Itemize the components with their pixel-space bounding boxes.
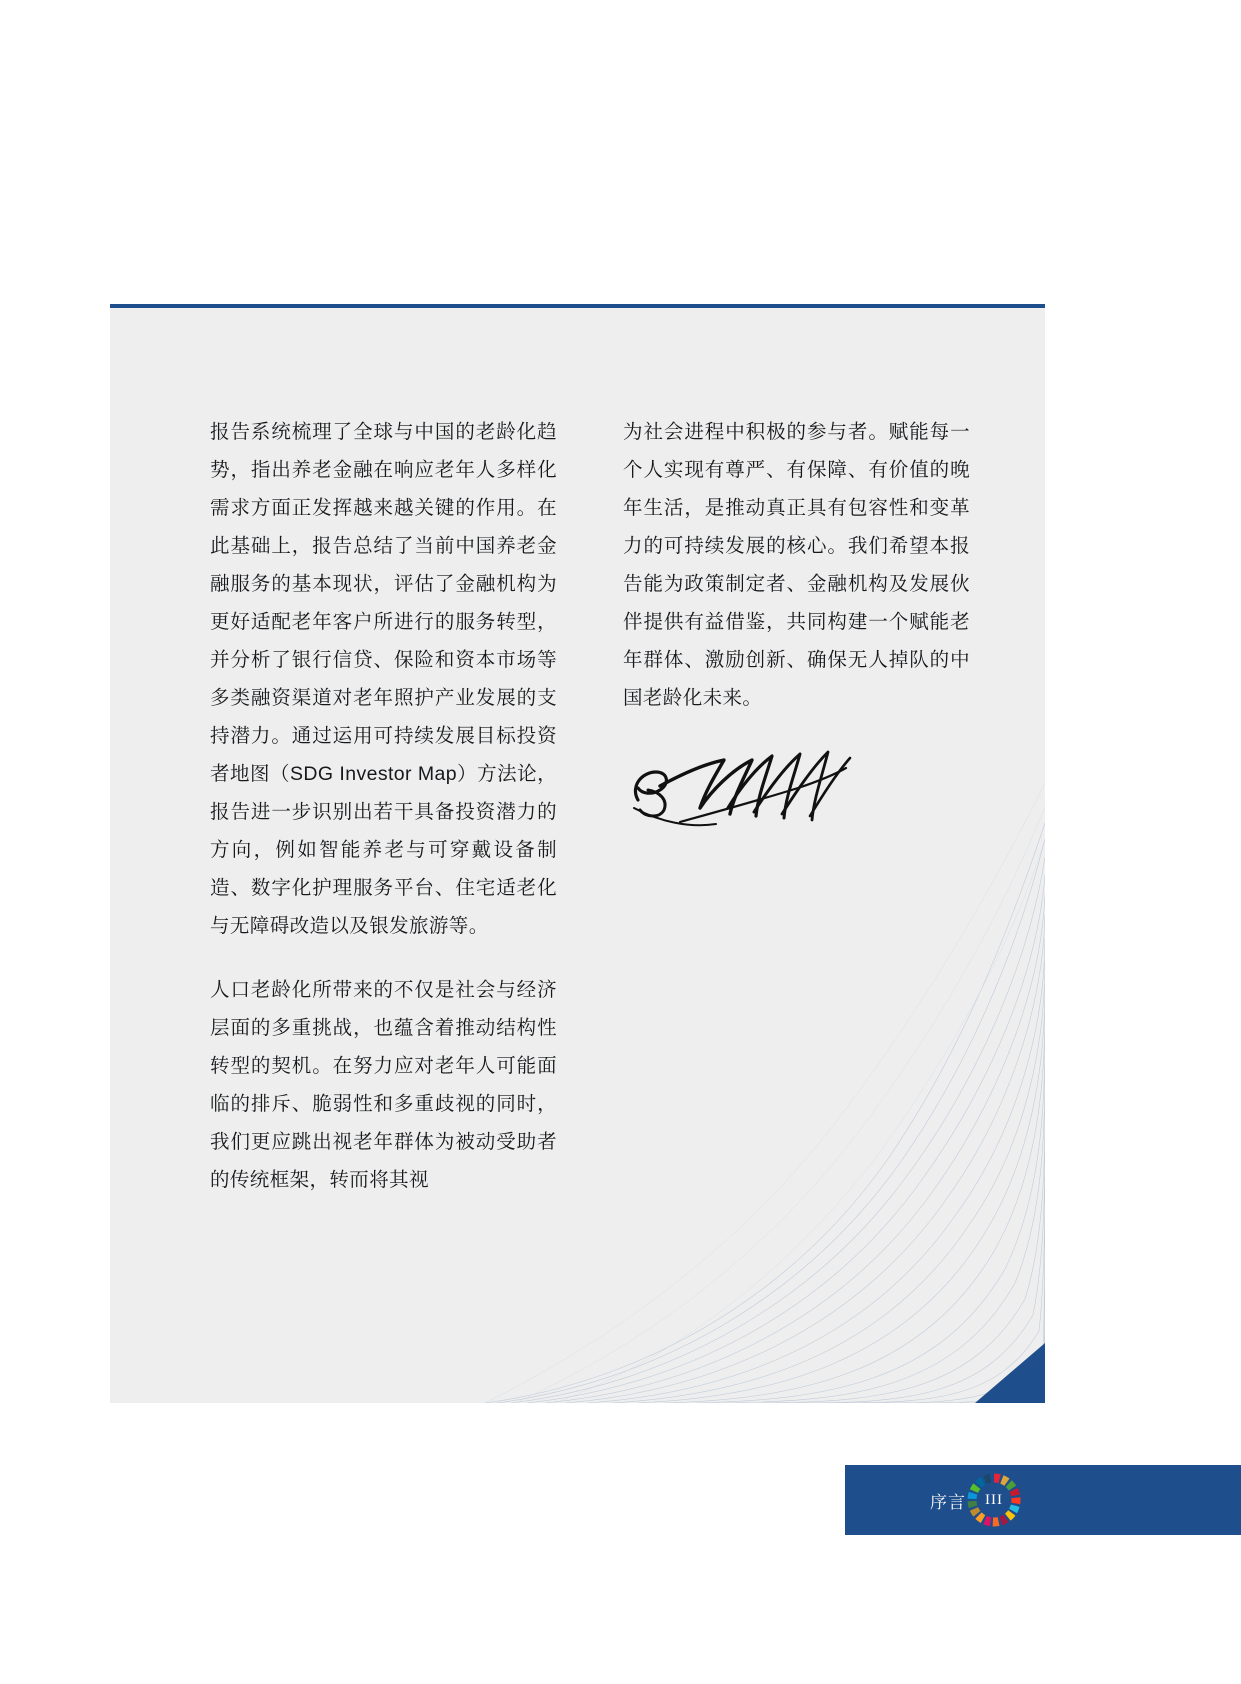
paragraph: 为社会进程中积极的参与者。赋能每一个人实现有尊严、有保障、有价值的晚年生活，是推动真正具有包容性和变革力的可持续发展的核心。我们希望本报告能为政策制定者、金融机构及发展伙伴提供有益借鉴，共同构建一个赋能老年群体、激励创新、确保无人掉队的中国老龄化未来。 [623, 421, 970, 709]
left-column [210, 413, 557, 1199]
section-label: 序言 [930, 1492, 966, 1512]
footer-bar [845, 1465, 1241, 1535]
page-number: III [985, 1491, 1003, 1508]
paragraph: 报告系统梳理了全球与中国的老龄化趋势，指出养老金融在响应老年人多样化需求方面正发挥越来越关键的作用。在此基础上，报告总结了当前中国养老金融服务的基本现状，评估了金融机构为更好适配老年客户所进行的服务转型，并分析了银行信贷、保险和资本市场等多类融资渠道对老年照护产业发展的支持潜力。通过运用可持续发展目标投资者地图（SDG Investor Map）方法论，报告进一步识别出若干具备投资潜力的方向，例如智能养老与可穿戴设备制造、数字化护理服务平台、住宅适老化与无障碍改造以及银发旅游等。 [210, 421, 557, 937]
corner-accent [975, 1343, 1045, 1403]
content-panel [110, 308, 1045, 1403]
paragraph: 人口老龄化所带来的不仅是社会与经济层面的多重挑战，也蕴含着推动结构性转型的契机。在努力应对老年人可能面临的排斥、脆弱性和多重歧视的同时，我们更应跳出视老年群体为被动受助者的传统框架，转而将其视 [210, 979, 557, 1191]
signature-icon [620, 738, 880, 848]
